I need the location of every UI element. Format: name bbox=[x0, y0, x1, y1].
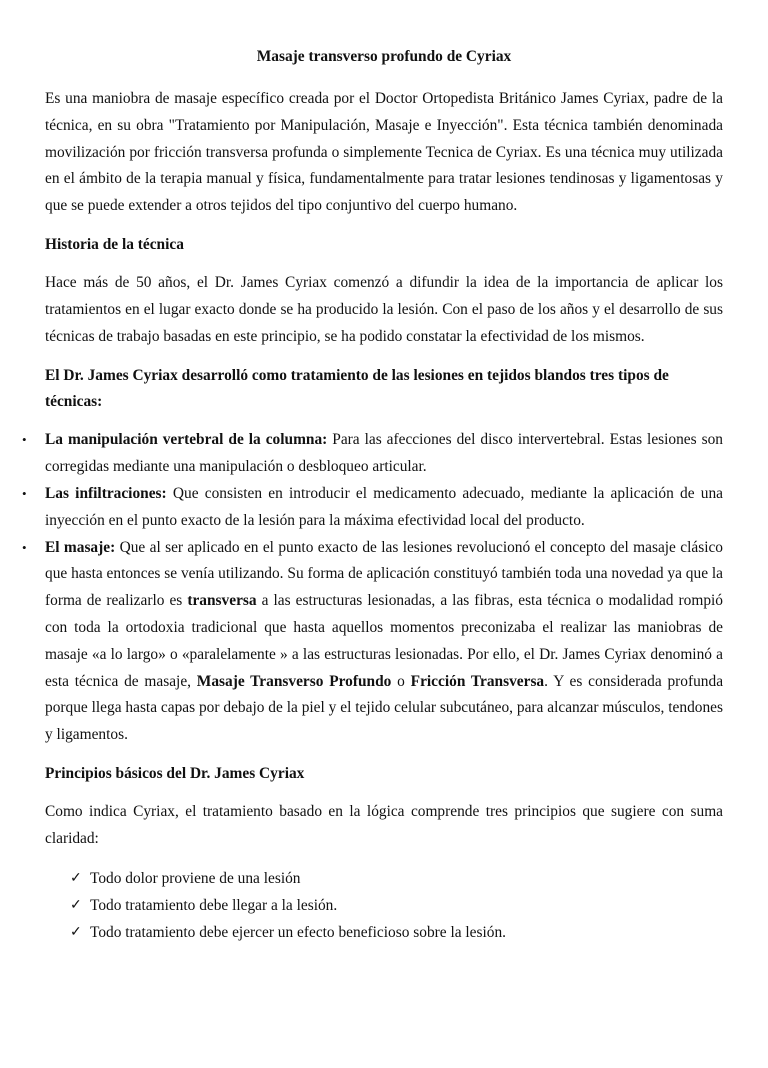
bullet-text: Para las afecciones del disco intervertebral. Estas lesiones son corregidas mediante una manipulación o desbloqueo articular. bbox=[45, 431, 723, 476]
list-item bbox=[22, 481, 723, 535]
bullet-emphasis: Masaje Transverso Profundo bbox=[196, 672, 392, 690]
bullet-text: Que consisten en introducir el medicamento adecuado, mediante la aplicación de una inyección en el punto exacto de la lesión para la máxima efectividad local del producto. bbox=[45, 484, 723, 529]
page-title: Masaje transverso profundo de Cyriax bbox=[256, 48, 512, 65]
list-item bbox=[22, 535, 724, 749]
bullet-text: o bbox=[391, 672, 411, 690]
principios-checklist bbox=[70, 865, 723, 946]
bullet-emphasis: Fricción Transversa bbox=[410, 672, 545, 690]
checkmark-icon: ✓ bbox=[70, 870, 82, 886]
intro-paragraph: Es una maniobra de masaje específico creada por el Doctor Ortopedista Británico James Cyriax, padre de la técnica, en su obra "Tratamiento por Manipulación, Masaje e Inyección". Esta técnica también denominada movilización por fricción transversa profunda o simplemente Tecnica de Cyriax. Es una técnica muy utilizada en el ámbito de la terapia manual y física, fundamentalmente para tratar lesiones tendinosas y ligamentosas y que se puede extender a otros tejidos del tipo conjuntivo del cuerpo humano. bbox=[45, 90, 723, 215]
bullet-term: Las infiltraciones: bbox=[45, 484, 167, 502]
bullet-icon: • bbox=[22, 485, 27, 501]
checkmark-icon: ✓ bbox=[70, 897, 82, 913]
document-page bbox=[0, 44, 768, 1068]
principios-heading: Principios básicos del Dr. James Cyriax bbox=[45, 764, 305, 782]
bullet-icon: • bbox=[22, 539, 27, 555]
tecnicas-list bbox=[22, 427, 724, 749]
checkmark-icon: ✓ bbox=[70, 924, 82, 940]
checklist-text: Todo tratamiento debe ejercer un efecto beneficioso sobre la lesión. bbox=[90, 923, 507, 941]
bullet-term: El masaje: bbox=[45, 538, 116, 556]
historia-heading: Historia de la técnica bbox=[45, 235, 184, 253]
bullet-term: La manipulación vertebral de la columna: bbox=[45, 431, 328, 449]
principios-paragraph: Como indica Cyriax, el tratamiento basado en la lógica comprende tres principios que sugiere con suma claridad: bbox=[45, 802, 723, 847]
bullet-emphasis: transversa bbox=[187, 592, 257, 610]
tecnicas-heading: El Dr. James Cyriax desarrolló como tratamiento de las lesiones en tejidos blandos tres tipos de técnicas: bbox=[45, 367, 669, 411]
historia-paragraph: Hace más de 50 años, el Dr. James Cyriax comenzó a difundir la idea de la importancia de aplicar los tratamientos en el lugar exacto donde se ha producido la lesión. Con el paso de los años y el desarrollo de sus técnicas de trabajo basadas en este principio, se ha podido constatar la efectividad de los mismos. bbox=[45, 273, 723, 345]
bullet-text: Que al ser aplicado en el punto exacto de las lesiones revolucionó el concepto del masaje clásico que hasta entonces se venía utilizando. Su forma de aplicación constituyó también toda una novedad ya que la forma de realizarlo es bbox=[45, 538, 724, 610]
list-item bbox=[70, 919, 723, 946]
checklist-text: Todo dolor proviene de una lesión bbox=[90, 869, 301, 887]
list-item bbox=[70, 892, 723, 919]
bullet-text: a las estructuras lesionadas, a las fibras, esta técnica o modalidad rompió con toda la ortodoxia tradicional que hasta aquellos momentos preconizaba el realizar las maniobras de masaje «a lo largo» o «paralelamente » a las estructuras lesionadas. Por ello, el Dr. James Cyriax denominó a esta técnica de masaje, bbox=[45, 592, 723, 690]
bullet-icon: • bbox=[22, 432, 27, 448]
list-item bbox=[22, 427, 723, 481]
checklist-text: Todo tratamiento debe llegar a la lesión. bbox=[90, 896, 338, 914]
bullet-text: . Y es considerada profunda porque llega hasta capas por debajo de la piel y el tejido celular subcutáneo, para alcanzar músculos, tendones y ligamentos. bbox=[45, 672, 724, 744]
list-item bbox=[70, 865, 723, 892]
